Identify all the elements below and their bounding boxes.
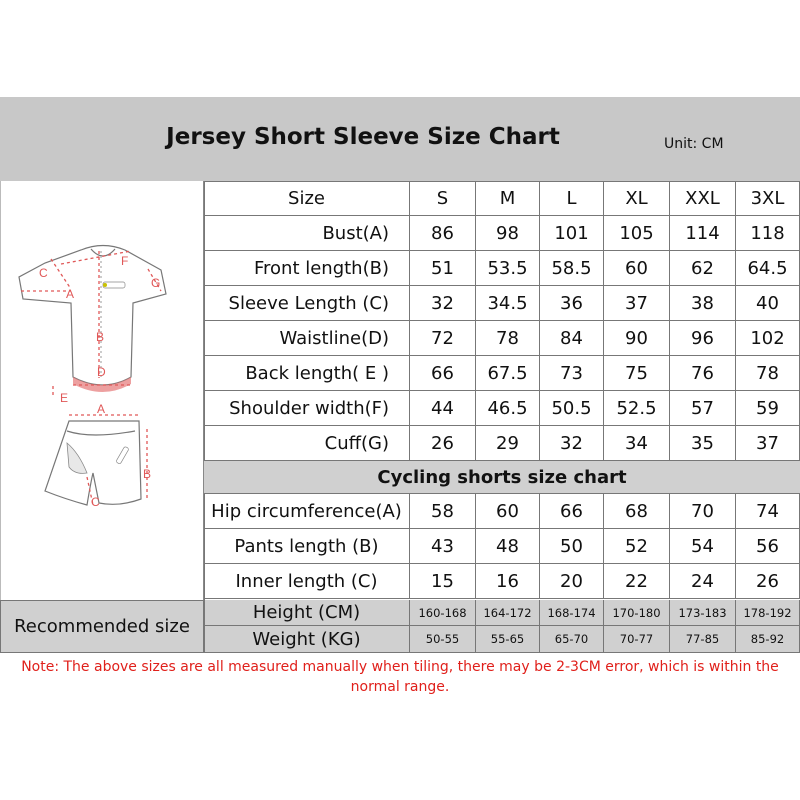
size-header-cell: L <box>540 181 604 216</box>
recommended-row-label: Height (CM) <box>204 600 410 626</box>
jersey-value-cell: 38 <box>670 286 736 321</box>
jersey-value-cell: 57 <box>670 391 736 426</box>
jersey-value-cell: 78 <box>736 356 800 391</box>
recommended-value-cell: 85-92 <box>736 626 800 653</box>
jersey-value-cell: 118 <box>736 216 800 251</box>
jersey-value-cell: 84 <box>540 321 604 356</box>
svg-text:D: D <box>97 365 106 379</box>
jersey-value-cell: 59 <box>736 391 800 426</box>
svg-text:B: B <box>96 330 105 344</box>
jersey-value-cell: 51 <box>410 251 476 286</box>
shorts-value-cell: 26 <box>736 564 800 599</box>
svg-text:A: A <box>97 402 106 416</box>
jersey-value-cell: 26 <box>410 426 476 461</box>
shorts-value-cell: 70 <box>670 494 736 529</box>
brand-logo-icon <box>103 282 125 288</box>
shorts-drawing <box>45 421 141 505</box>
unit-label: Unit: CM <box>664 136 724 152</box>
jersey-value-cell: 50.5 <box>540 391 604 426</box>
size-header-cell: XL <box>604 181 670 216</box>
jersey-value-cell: 90 <box>604 321 670 356</box>
jersey-value-cell: 62 <box>670 251 736 286</box>
jersey-value-cell: 36 <box>540 286 604 321</box>
size-header-cell: 3XL <box>736 181 800 216</box>
jersey-value-cell: 37 <box>736 426 800 461</box>
recommended-size-label: Recommended size <box>0 600 204 653</box>
jersey-value-cell: 44 <box>410 391 476 426</box>
recommended-row-label: Weight (KG) <box>204 626 410 653</box>
jersey-row-label: Waistline(D) <box>204 321 410 356</box>
jersey-row-label: Shoulder width(F) <box>204 391 410 426</box>
recommended-value-cell: 77-85 <box>670 626 736 653</box>
recommended-value-cell: 50-55 <box>410 626 476 653</box>
jersey-value-cell: 34.5 <box>476 286 540 321</box>
jersey-row-label: Sleeve Length (C) <box>204 286 410 321</box>
jersey-value-cell: 29 <box>476 426 540 461</box>
shorts-value-cell: 68 <box>604 494 670 529</box>
jersey-value-cell: 98 <box>476 216 540 251</box>
jersey-value-cell: 78 <box>476 321 540 356</box>
svg-text:C: C <box>91 495 100 509</box>
jersey-value-cell: 60 <box>604 251 670 286</box>
jersey-value-cell: 72 <box>410 321 476 356</box>
jersey-row-label: Bust(A) <box>204 216 410 251</box>
jersey-value-cell: 102 <box>736 321 800 356</box>
shorts-section-header: Cycling shorts size chart <box>204 460 800 494</box>
jersey-row-label: Front length(B) <box>204 251 410 286</box>
shorts-value-cell: 22 <box>604 564 670 599</box>
recommended-value-cell: 178-192 <box>736 600 800 626</box>
jersey-value-cell: 101 <box>540 216 604 251</box>
recommended-value-cell: 70-77 <box>604 626 670 653</box>
size-header-cell: S <box>410 181 476 216</box>
recommended-value-cell: 170-180 <box>604 600 670 626</box>
svg-text:F: F <box>121 254 129 268</box>
page-title: Jersey Short Sleeve Size Chart <box>166 124 560 150</box>
jersey-value-cell: 37 <box>604 286 670 321</box>
shorts-row-label: Inner length (C) <box>204 564 410 599</box>
jersey-value-cell: 46.5 <box>476 391 540 426</box>
jersey-value-cell: 58.5 <box>540 251 604 286</box>
recommended-value-cell: 164-172 <box>476 600 540 626</box>
jersey-value-cell: 114 <box>670 216 736 251</box>
jersey-row-label: Cuff(G) <box>204 426 410 461</box>
shorts-value-cell: 56 <box>736 529 800 564</box>
jersey-value-cell: 52.5 <box>604 391 670 426</box>
jersey-value-cell: 66 <box>410 356 476 391</box>
table-left-border <box>204 181 205 653</box>
svg-text:E: E <box>60 391 69 405</box>
jersey-value-cell: 53.5 <box>476 251 540 286</box>
svg-text:C: C <box>39 266 48 280</box>
jersey-value-cell: 67.5 <box>476 356 540 391</box>
jersey-value-cell: 73 <box>540 356 604 391</box>
shorts-value-cell: 66 <box>540 494 604 529</box>
shorts-value-cell: 43 <box>410 529 476 564</box>
shorts-value-cell: 58 <box>410 494 476 529</box>
jersey-value-cell: 96 <box>670 321 736 356</box>
shorts-value-cell: 74 <box>736 494 800 529</box>
shorts-row-label: Pants length (B) <box>204 529 410 564</box>
shorts-value-cell: 24 <box>670 564 736 599</box>
jersey-value-cell: 76 <box>670 356 736 391</box>
disclaimer-note: Note: The above sizes are all measured manually when tiling, there may be 2-3CM error, which is within the normal range. <box>21 659 779 695</box>
garment-diagram <box>1 181 205 600</box>
shorts-value-cell: 20 <box>540 564 604 599</box>
shorts-value-cell: 52 <box>604 529 670 564</box>
shorts-row-label: Hip circumference(A) <box>204 494 410 529</box>
jersey-value-cell: 75 <box>604 356 670 391</box>
shorts-value-cell: 16 <box>476 564 540 599</box>
svg-text:G: G <box>151 276 161 290</box>
shorts-brand-icon <box>116 446 129 464</box>
shorts-pad <box>67 443 87 473</box>
shorts-value-cell: 54 <box>670 529 736 564</box>
recommended-value-cell: 173-183 <box>670 600 736 626</box>
jersey-value-cell: 40 <box>736 286 800 321</box>
recommended-value-cell: 168-174 <box>540 600 604 626</box>
jersey-row-label: Back length( E ) <box>204 356 410 391</box>
shorts-value-cell: 50 <box>540 529 604 564</box>
size-table <box>204 181 800 653</box>
jersey-value-cell: 34 <box>604 426 670 461</box>
shorts-value-cell: 60 <box>476 494 540 529</box>
size-header-cell: M <box>476 181 540 216</box>
garment-illustration <box>0 181 204 600</box>
jersey-value-cell: 32 <box>540 426 604 461</box>
jersey-value-cell: 32 <box>410 286 476 321</box>
size-header-cell: XXL <box>670 181 736 216</box>
jersey-value-cell: 64.5 <box>736 251 800 286</box>
table-top-border <box>204 181 800 182</box>
svg-text:A: A <box>66 287 75 301</box>
shorts-value-cell: 15 <box>410 564 476 599</box>
jersey-value-cell: 35 <box>670 426 736 461</box>
recommended-value-cell: 160-168 <box>410 600 476 626</box>
jersey-value-cell: 86 <box>410 216 476 251</box>
shorts-value-cell: 48 <box>476 529 540 564</box>
recommended-value-cell: 65-70 <box>540 626 604 653</box>
svg-text:B: B <box>143 467 152 481</box>
size-header-label: Size <box>204 181 410 216</box>
jersey-measure-labels <box>39 254 160 405</box>
recommended-value-cell: 55-65 <box>476 626 540 653</box>
jersey-value-cell: 105 <box>604 216 670 251</box>
